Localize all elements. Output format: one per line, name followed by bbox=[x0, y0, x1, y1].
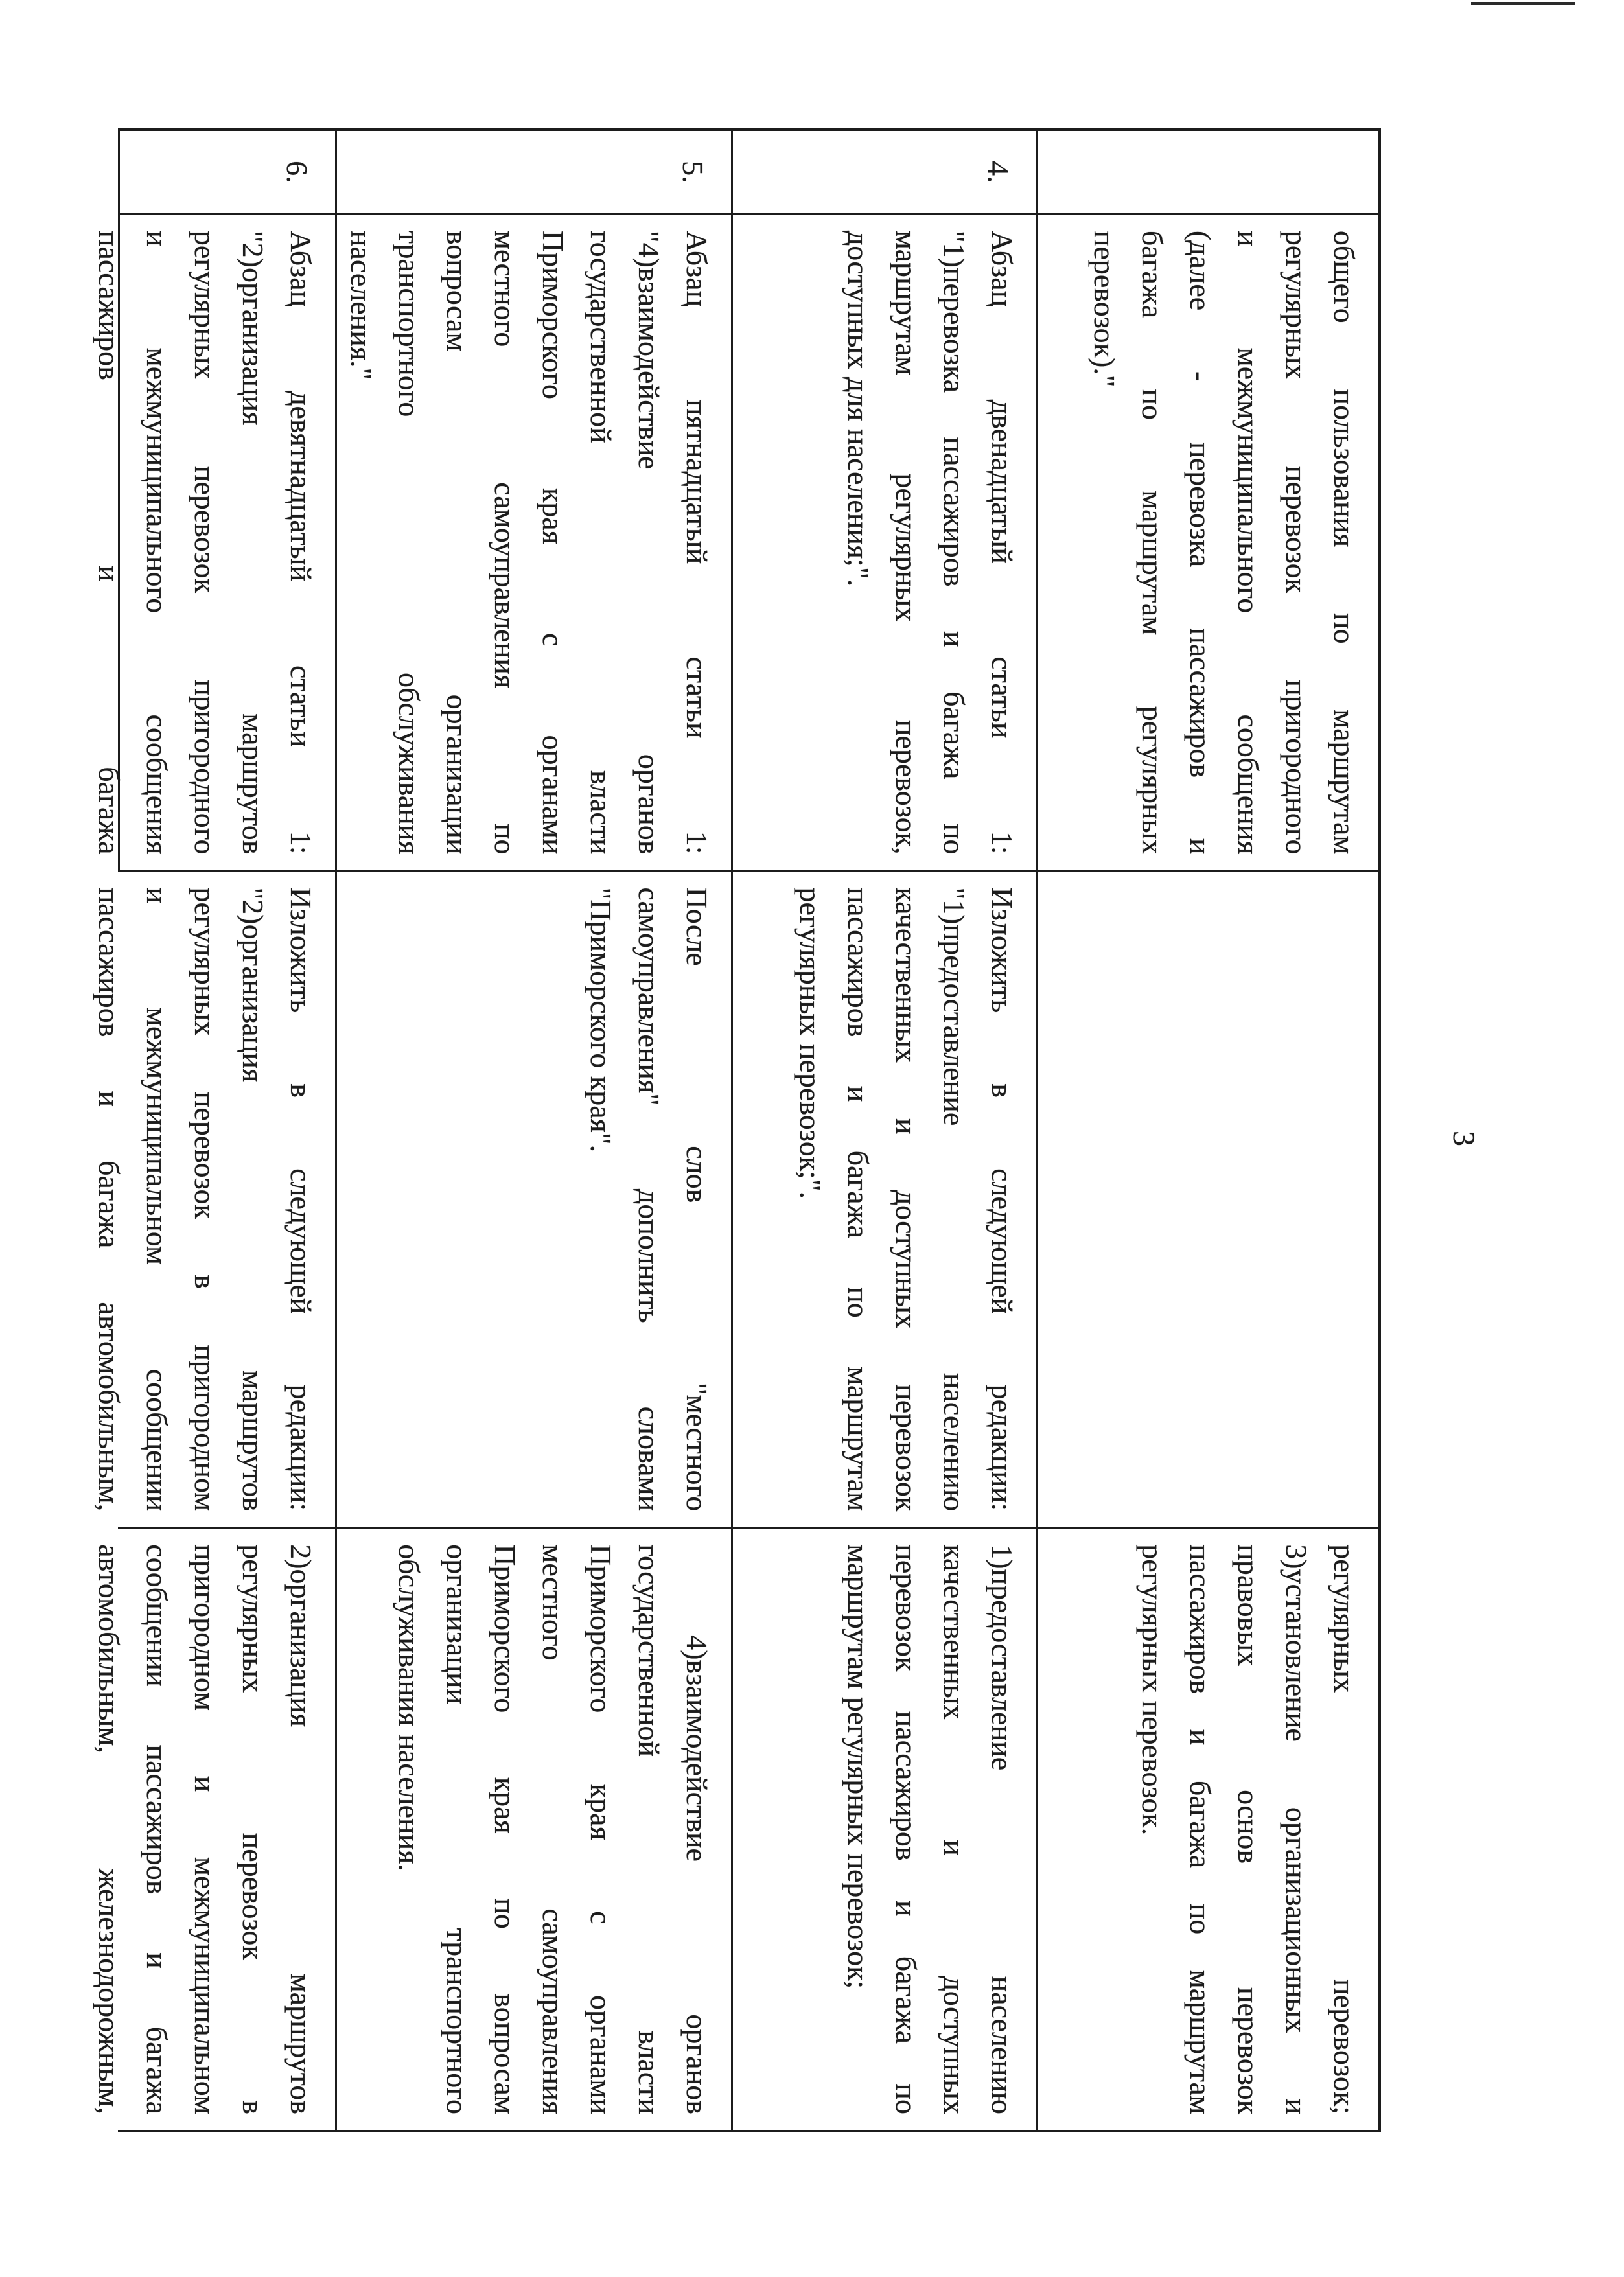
text-line: Изложить в следующей редакции: bbox=[986, 887, 1019, 1512]
text-line: сообщении пассажиров и багажа bbox=[141, 1544, 174, 2115]
text-line: "4)взаимодействие органов bbox=[632, 230, 666, 855]
page-number: 3 bbox=[1446, 1131, 1481, 1146]
text-line: 4)взаимодействие органов bbox=[680, 1635, 713, 2115]
text-line: доступных для населения;". bbox=[842, 230, 875, 587]
text-line: багажа по маршрутам регулярных bbox=[1136, 230, 1169, 855]
text-line: регулярных перевозок. bbox=[1136, 1544, 1169, 1836]
text-line: регулярных перевозок пригородного bbox=[189, 230, 222, 855]
text-line: регулярных перевозок пригородного bbox=[1280, 230, 1313, 855]
text-line: и межмуниципального сообщения bbox=[141, 230, 174, 855]
text-line: "Приморского края". bbox=[585, 887, 618, 1153]
text-line: Приморского края по вопросам bbox=[489, 1544, 522, 2115]
cell-amendment bbox=[1036, 872, 1378, 1529]
text-line: пассажиров и багажа по маршрутам bbox=[1184, 1544, 1217, 2115]
table-row bbox=[335, 131, 731, 2132]
text-line: перевозок пассажиров и багажа по bbox=[890, 1544, 923, 2115]
cell-new-wording bbox=[1036, 1529, 1378, 2132]
text-line: 2)организация маршрутов bbox=[284, 1544, 318, 2115]
text-line: (далее - перевозка пассажиров и bbox=[1184, 230, 1217, 855]
text-line: организации транспортного bbox=[441, 1544, 474, 2115]
scan-edge-artifact bbox=[1471, 2, 1575, 5]
text-line: Абзац пятнадцатый статьи 1: bbox=[680, 230, 713, 855]
cell-current-wording bbox=[1036, 215, 1378, 872]
text-line: государственной власти bbox=[585, 230, 618, 855]
text-line: пригородном и межмуниципальном bbox=[189, 1544, 222, 2115]
text-line: самоуправления" дополнить словами bbox=[632, 887, 666, 1512]
cell-row-number: 5. bbox=[335, 131, 731, 215]
amendments-table bbox=[93, 128, 1381, 2132]
cell-new-wording bbox=[731, 1529, 1036, 2132]
text-line: Абзац двенадцатый статьи 1: bbox=[986, 230, 1019, 855]
text-line: маршрутам регулярных перевозок; bbox=[842, 1544, 875, 1989]
cell-current-wording bbox=[731, 215, 1036, 872]
text-line: регулярных перевозок; bbox=[1328, 1544, 1361, 2115]
text-line: пассажиров и багажа автомобильным, bbox=[93, 887, 126, 1512]
text-line: и межмуниципальном сообщении bbox=[141, 887, 174, 1512]
text-line: Приморского края с органами bbox=[585, 1544, 618, 2115]
text-line: "1)перевозка пассажиров и багажа по bbox=[938, 230, 971, 855]
text-line: пассажиров и багажа bbox=[93, 230, 126, 855]
cell-current-wording bbox=[335, 215, 731, 872]
cell-new-wording bbox=[335, 1529, 731, 2132]
table-row bbox=[93, 131, 335, 2132]
text-line: "1)предоставление населению bbox=[938, 887, 971, 1512]
cell-amendment bbox=[731, 872, 1036, 1529]
text-line: регулярных перевозок;". bbox=[794, 887, 827, 1199]
table-row bbox=[1036, 131, 1378, 2132]
text-line: и межмуниципального сообщения bbox=[1232, 230, 1265, 855]
text-line: автомобильным, железнодорожным, bbox=[93, 1544, 126, 2115]
text-line: местного самоуправления bbox=[537, 1544, 570, 2115]
text-line: перевозок)." bbox=[1088, 230, 1121, 387]
cell-row-number: 6. bbox=[118, 131, 335, 215]
cell-new-wording bbox=[93, 1529, 335, 2132]
text-line: маршрутам регулярных перевозок, bbox=[890, 230, 923, 855]
text-line: качественных и доступных перевозок bbox=[890, 887, 923, 1512]
cell-current-wording bbox=[93, 215, 335, 872]
text-line: После слов "местного bbox=[680, 887, 713, 1512]
text-line: 3)установление организационных и bbox=[1280, 1544, 1313, 2115]
text-line: "2)организация маршрутов bbox=[237, 887, 270, 1512]
text-line: 1)предоставление населению bbox=[986, 1544, 1019, 2115]
text-line: качественных и доступных bbox=[938, 1544, 971, 2115]
table-row bbox=[731, 131, 1036, 2132]
cell-row-number: 4. bbox=[731, 131, 1036, 215]
text-line: государственной власти bbox=[632, 1544, 666, 2115]
text-line: пассажиров и багажа по маршрутам bbox=[842, 887, 875, 1512]
text-line: регулярных перевозок в пригородном bbox=[189, 887, 222, 1512]
text-line: транспортного обслуживания bbox=[393, 230, 426, 855]
text-line: Изложить в следующей редакции: bbox=[284, 887, 318, 1512]
text-line: общего пользования по маршрутам bbox=[1328, 230, 1361, 855]
text-line: обслуживания населения. bbox=[393, 1544, 426, 1871]
text-line: местного самоуправления по bbox=[489, 230, 522, 855]
text-line: Абзац девятнадцатый статьи 1: bbox=[284, 230, 318, 855]
text-line: правовых основ перевозок bbox=[1232, 1544, 1265, 2115]
cell-row-number bbox=[1036, 131, 1378, 215]
text-line: "2)организация маршрутов bbox=[237, 230, 270, 855]
cell-amendment bbox=[93, 872, 335, 1529]
text-line: регулярных перевозок в bbox=[237, 1544, 270, 2115]
text-line: населения." bbox=[345, 230, 378, 380]
text-line: Приморского края с органами bbox=[537, 230, 570, 855]
text-line: вопросам организации bbox=[441, 230, 474, 855]
cell-amendment bbox=[335, 872, 731, 1529]
